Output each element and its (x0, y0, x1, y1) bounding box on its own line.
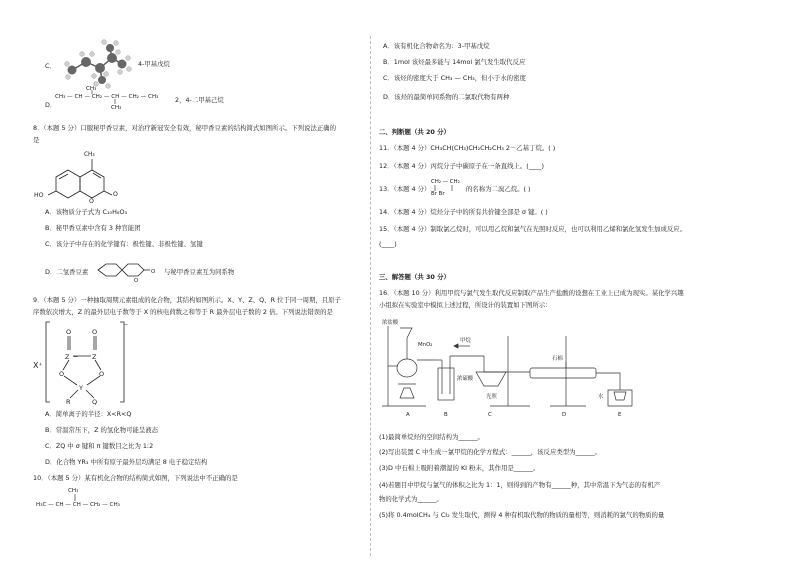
svg-text:光照: 光照 (486, 394, 497, 400)
option-c-label: C． (45, 62, 56, 70)
q9-cation-label: X⁺ (33, 361, 43, 370)
q10-option-b: B．1mol 该烃最多能与 14mol 氯气发生取代反应 (383, 58, 526, 66)
q9-stem-line1: 9．（本题 5 分）一种抽取周期元素组成的化合物，其结构如图所示。X、Y、Z、Q、R 位于同一周期，且原子 (33, 296, 341, 304)
svg-text:—: — (73, 354, 78, 360)
section-heading-judgment: 二、判断题（共 20 分） (379, 128, 450, 136)
svg-text:石棉: 石棉 (552, 356, 563, 362)
q8-stem-line2: 是 (33, 136, 40, 144)
option-d-text: 2，4-二甲基己烷 (175, 96, 224, 104)
svg-text:Q: Q (92, 398, 98, 406)
svg-text:O: O (59, 370, 65, 378)
q16-sub4-line2: 物的化学式为______。 (379, 495, 443, 503)
q10-option-a: A．该有机化合物命名为：3-甲基戊烷 (383, 42, 490, 50)
d-formula-top: CH₃ (86, 86, 97, 92)
ball-and-stick-model (64, 40, 134, 90)
svg-text:O: O (92, 328, 98, 336)
q8-option-d-part2: 与秘甲香豆素互为同系物 (164, 268, 235, 276)
q9-option-d: D．化合物 YR₃ 中所有原子最外层均满足 8 电子稳定结构 (45, 458, 208, 466)
q16-sub2: (2)写出装置 C 中生成一氯甲烷的化学方程式：______，该反应类型为______。 (379, 448, 602, 456)
q8-stem-line1: 8．（本题 5 分）口服秘甲香豆素，对治疗新冠安全有效，秘甲香豆素的结构简式如图所示。下列说法正确的 (33, 124, 336, 132)
svg-text:R: R (66, 398, 71, 406)
q13-part1: 13．（本题 4 分） (379, 185, 431, 193)
q13-bonds (432, 185, 462, 193)
svg-text:MnO₂: MnO₂ (418, 342, 433, 348)
q12: 12．（本题 4 分）丙烷分子中碳原子在一条直线上。(____) (379, 162, 545, 170)
svg-text:浓盐酸: 浓盐酸 (382, 320, 399, 326)
q8-option-b: B．秘甲香豆素中含有 3 种官能团 (45, 224, 141, 232)
svg-text:水: 水 (598, 394, 604, 400)
q9-option-c: C．ZQ 中 σ 键和 π 键数目之比为 1:2 (45, 442, 154, 450)
q15-line2: (____) (379, 240, 397, 248)
svg-text:甲烷: 甲烷 (460, 338, 471, 344)
q8-ch3-label: CH₃ (84, 152, 95, 158)
q10-ch3-label: CH₃ (68, 488, 79, 494)
svg-text:E: E (618, 412, 622, 418)
d-formula-bonds (88, 91, 148, 111)
svg-text:D: D (562, 412, 567, 418)
svg-text:Y: Y (79, 384, 83, 392)
q16-sub4-line1: (4)若题目中甲烷与氯气的体积之比为 1：1，则得到的产物有______种，其中常温下为气态的有机产 (379, 481, 661, 489)
dihydrocoumarin-structure (94, 256, 164, 284)
option-c-text: 4-甲基戊烷 (138, 60, 170, 68)
q9-stem-line2: 序数依次增大，Z 的最外层电子数等于 X 的核电荷数之和等于 R 最外层电子数的 2 倍。下列说法错误的是 (33, 308, 333, 316)
q8-option-a: A．该物质分子式为 C₁₀H₈O₃ (45, 208, 128, 216)
q16-sub1: (1)最简单烷烃的空间结构为______。 (379, 433, 484, 441)
q10-stem: 10．（本题 5 分）某有机化合物的结构简式如图，下列说法中不正确的是 (33, 474, 238, 482)
q16-line2: 小组拟在实验室中模拟上述过程，所设计的装置如下图所示： (379, 301, 552, 309)
q8-ring-oxygen: O (89, 198, 94, 205)
svg-text:B: B (444, 412, 448, 418)
svg-text:Z: Z (65, 353, 70, 361)
q9-anion-structure (46, 320, 129, 406)
q15-line1: 15．（本题 4 分）制取氯乙烷时，可以用乙烷和氯气在光照时反应，也可以利用乙烯和氯化氢发生加成反应。 (379, 225, 687, 233)
q11: 11．（本题 4 分）CH₃CH(CH₃)CH₂CH₂CH₃ 2－乙基丁烷。( ) (379, 144, 556, 152)
svg-text:O: O (99, 370, 105, 378)
q14: 14．（本题 4 分）烷烃分子中的所有共价键全部是 σ 键。( ) (379, 208, 548, 216)
q9-option-a: A．简单离子的半径：X<R<Q (45, 410, 132, 418)
q8-option-d-part1: D．二氢香豆素 (45, 268, 89, 276)
q8-ho-label: HO (34, 192, 44, 199)
d-formula-bottom: CH₃ (111, 105, 122, 111)
q13-formula-top: CH₂ — CH₂ (431, 179, 460, 185)
q10-formula: H₃C — CH — CH — CH₂ — CH₃ (36, 502, 120, 508)
svg-text:O: O (66, 328, 72, 336)
q16-sub3: (3)D 中石棉上吸附着潮湿的 KI 粉末，其作用是______。 (379, 464, 540, 472)
svg-text:O: O (134, 278, 139, 284)
svg-text:浓硫酸: 浓硫酸 (457, 376, 474, 382)
svg-text:O: O (151, 269, 156, 275)
svg-text:Z: Z (92, 353, 97, 361)
d-formula-main: CH₃ — CH — CH₂ — CH — CH₂ — CH₃ (55, 94, 159, 100)
q16-line1: 16．（本题 10 分）利用甲烷与氯气发生取代反应制取产品生产盐酸的设想在工业上已成为现实。某化学兴趣 (379, 289, 684, 297)
svg-text:C: C (488, 412, 492, 418)
q8-carbonyl-oxygen: O (113, 191, 118, 198)
option-d-label: D． (45, 101, 57, 109)
column-divider (370, 36, 371, 556)
q9-option-b: B．常温常压下，Z 的氢化物可能呈液态 (45, 426, 159, 434)
q10-option-c: C．该烃的密度大于 CH₃ — CH₃，但小于水的密度 (383, 74, 526, 82)
section-heading-answer: 三、解答题（共 30 分） (379, 273, 450, 281)
svg-text:−: − (124, 322, 129, 328)
q8-option-c: C．该分子中存在的化学键有：极性键、非极性键、氢键 (45, 240, 203, 248)
q16-sub5: (5)将 0.4molCH₄ 与 Cl₂ 发生取代，测得 4 种有机取代物的物质的量相等，则消耗的氯气的物质的量 (379, 511, 665, 519)
q13-part2: 的名称为二溴乙烷。( ) (466, 185, 531, 193)
q13-formula-bottom: Br Br (431, 191, 445, 197)
svg-text:A: A (406, 412, 410, 418)
q10-option-d: D．该烃的最简单同系物的二氯取代物有两种 (383, 93, 510, 101)
lab-apparatus-diagram (380, 316, 650, 416)
